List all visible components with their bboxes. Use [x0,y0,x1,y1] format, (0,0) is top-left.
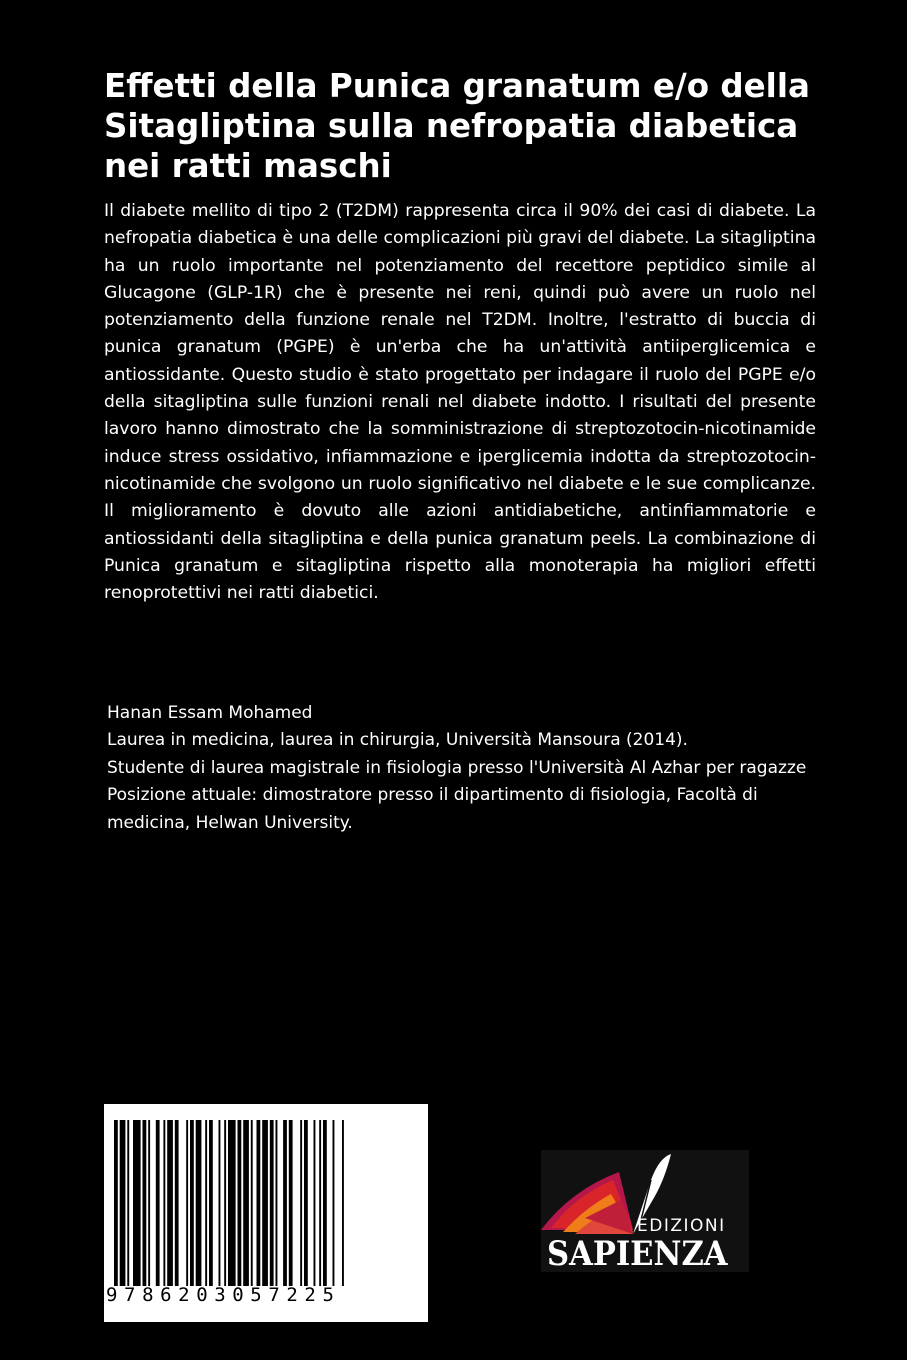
barcode-bar [251,1120,253,1286]
barcode-bar [219,1120,221,1286]
barcode-bar [114,1120,118,1286]
author-bio [107,700,817,837]
author-name: Hanan Essam Mohamed [107,703,313,723]
publisher-line2: SAPIENZA [547,1234,728,1274]
author-degree: Laurea in medicina, laurea in chirurgia, Università Mansoura (2014). [107,730,688,751]
barcode-bar [133,1120,141,1286]
barcode-bar [120,1120,126,1286]
barcode-bar [289,1120,293,1286]
book-title: Effetti della Punica granatum e/o della Sitagliptina sulla nefropatia diabetica nei ratti maschi [104,67,810,185]
publisher-logo [541,1150,749,1272]
barcode-bar [283,1120,287,1286]
barcode-bar [224,1120,226,1286]
barcode-bar [238,1120,242,1286]
barcode-bar [127,1120,129,1286]
barcode-bar [342,1120,344,1286]
barcode-bar [319,1120,321,1286]
barcode-bar [257,1120,261,1286]
barcode-bar [205,1120,207,1286]
barcode-bar [186,1120,188,1286]
publisher-line1: EDIZIONI [637,1216,726,1236]
barcode-bar [276,1120,278,1286]
barcode-bar [323,1120,327,1286]
barcode-bar [314,1120,316,1286]
barcode-bar [190,1120,194,1286]
isbn-digits: 9786203057225 [106,1284,341,1306]
barcode-bar [262,1120,268,1286]
barcode-bar [175,1120,179,1286]
barcode-bar [148,1120,150,1286]
barcode-bar [163,1120,165,1286]
barcode-bar [300,1120,302,1286]
barcode-bar [167,1120,173,1286]
barcode-bar [156,1120,160,1286]
isbn-barcode [104,1104,428,1322]
barcode-bar [333,1120,335,1286]
barcode-bar [228,1120,236,1286]
barcode-bar [209,1120,213,1286]
barcode-bar [243,1120,249,1286]
barcode-bar [270,1120,274,1286]
barcode-bar [196,1120,202,1286]
author-position: Posizione attuale: dimostratore presso il dipartimento di fisiologia, Facoltà di medicina, Helwan University. [107,785,758,833]
book-summary: Il diabete mellito di tipo 2 (T2DM) rappresenta circa il 90% dei casi di diabete. La nefropatia diabetica è una delle complicazioni più gravi del diabete. La sitagliptina ha un ruolo importante nel potenziamento del recettore peptidico simile al Glucagone (GLP-1R) che è presente nei reni, quindi può avere un ruolo nel potenziamento della funzione renale nel T2DM. Inoltre, l'estratto di buccia di punica granatum (PGPE) è un'erba che ha un'attività antiiperglicemica e antiossidante. Questo studio è stato progettato per indagare il ruolo del PGPE e/o della sitagliptina sulle funzioni renali nel diabete indotto. I risultati del presente lavoro hanno dimostrato che la somministrazione di streptozotocin-nicotinamide induce stress ossidativo, infiammazione e iperglicemia indotta da streptozotocin-nicotinamide che svolgono un ruolo significativo nel diabete e le sue complicanze. Il miglioramento è dovuto alle azioni antidiabetiche, antinfiammatorie e antiossidanti della sitagliptina e della punica granatum peels. La combinazione di Punica granatum e sitagliptina rispetto alla monoterapia ha migliori effetti renoprotettivi nei ratti diabetici. [104,201,816,604]
barcode-bar [304,1120,308,1286]
barcode-bar [143,1120,147,1286]
author-study: Studente di laurea magistrale in fisiologia presso l'Università Al Azhar per ragazze [107,757,807,778]
